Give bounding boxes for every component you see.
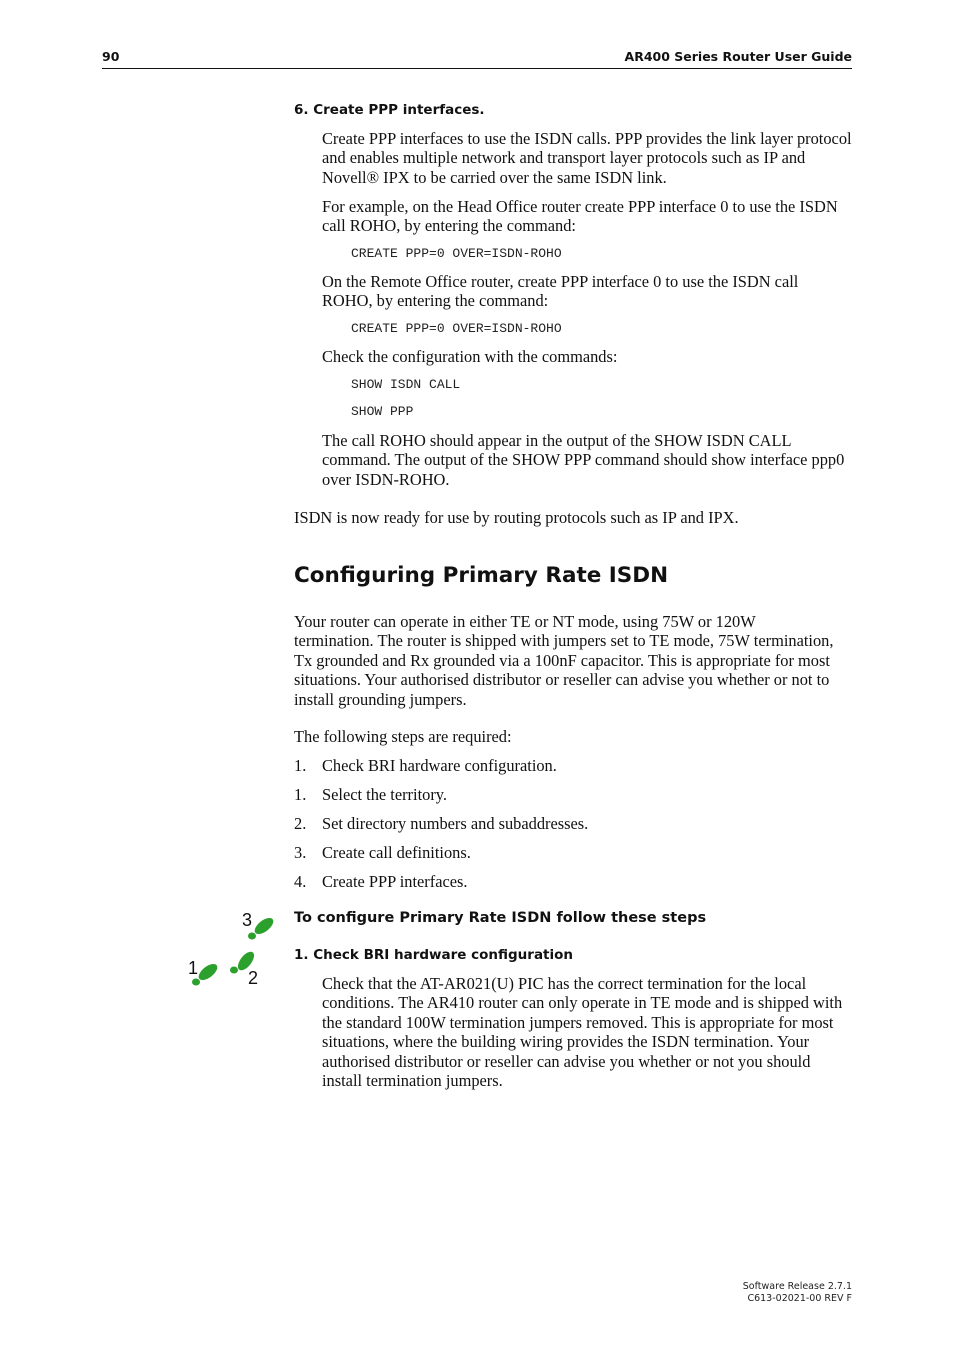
code-show-isdn-call: SHOW ISDN CALL <box>351 377 461 392</box>
list-item-number: 1. <box>294 756 307 775</box>
list-item-text: Select the territory. <box>322 785 448 804</box>
step6-para4: Check the configuration with the commands: <box>322 347 618 366</box>
step1-heading: 1. Check BRI hardware configuration <box>294 947 574 963</box>
list-item-number: 4. <box>294 872 307 891</box>
step6-para5: The call ROHO should appear in the output of the SHOW ISDN CALL command. The output of the SHOW PPP command should show interface ppp0 over ISDN-ROHO. <box>322 431 845 489</box>
guide-title: AR400 Series Router User Guide <box>624 49 852 64</box>
code-show-ppp: SHOW PPP <box>351 404 414 419</box>
page-number: 90 <box>102 49 120 64</box>
list-item-number: 1. <box>294 785 307 804</box>
section-intro: Your router can operate in either TE or NT mode, using 75W or 120W termination. The router is shipped with jumpers set to TE mode, 75W termination, Tx grounded and Rx grounded via a 100nF capacitor. This is appropriate for most situations. Your authorised distributor or reseller can advise you whether or not to install grounding jumpers. <box>294 612 834 709</box>
footsteps-icon <box>186 906 282 995</box>
procedure-heading: To configure Primary Rate ISDN follow these steps <box>294 910 707 926</box>
footstep-label-1: 1 <box>188 958 199 978</box>
list-item-text: Set directory numbers and subaddresses. <box>322 814 589 833</box>
list-item-text: Create PPP interfaces. <box>322 872 468 891</box>
step6-para1: Create PPP interfaces to use the ISDN calls. PPP provides the link layer protocol and enables multiple network and transport layer protocols such as IP and Novell® IPX to be carried over the same ISDN link. <box>322 129 852 187</box>
step6-heading: 6. Create PPP interfaces. <box>294 102 485 118</box>
code-create-ppp-remote-office: CREATE PPP=0 OVER=ISDN-ROHO <box>351 321 562 336</box>
page-footer <box>743 1281 852 1304</box>
list-item-number: 2. <box>294 814 307 833</box>
page-header <box>102 48 852 69</box>
step6-para3: On the Remote Office router, create PPP interface 0 to use the ISDN call ROHO, by entering the command: <box>322 272 799 311</box>
section-title: Configuring Primary Rate ISDN <box>294 563 669 588</box>
step1-para: Check that the AT-AR021(U) PIC has the correct termination for the local conditions. The AR410 router can only operate in TE mode and is shipped with the standard 100W termination jumpers removed. This is appropriate for most situations, where the building wiring provides the ISDN termination. Your authorised distributor or reseller can advise you whether or not you should install termination jumpers. <box>322 974 843 1091</box>
list-item-text: Check BRI hardware configuration. <box>322 756 557 775</box>
list-item-number: 3. <box>294 843 307 862</box>
software-release: Software Release 2.7.1 <box>742 1281 852 1292</box>
list-item-text: Create call definitions. <box>322 843 471 862</box>
footstep-label-2: 2 <box>248 968 259 988</box>
step6-para2: For example, on the Head Office router create PPP interface 0 to use the ISDN call ROHO, by entering the command: <box>322 197 838 236</box>
code-create-ppp-head-office: CREATE PPP=0 OVER=ISDN-ROHO <box>351 246 562 261</box>
document-revision: C613-02021-00 REV F <box>747 1292 852 1304</box>
footstep-label-3: 3 <box>242 910 253 930</box>
isdn-ready-text: ISDN is now ready for use by routing protocols such as IP and IPX. <box>294 508 739 527</box>
steps-intro: The following steps are required: <box>294 727 512 746</box>
